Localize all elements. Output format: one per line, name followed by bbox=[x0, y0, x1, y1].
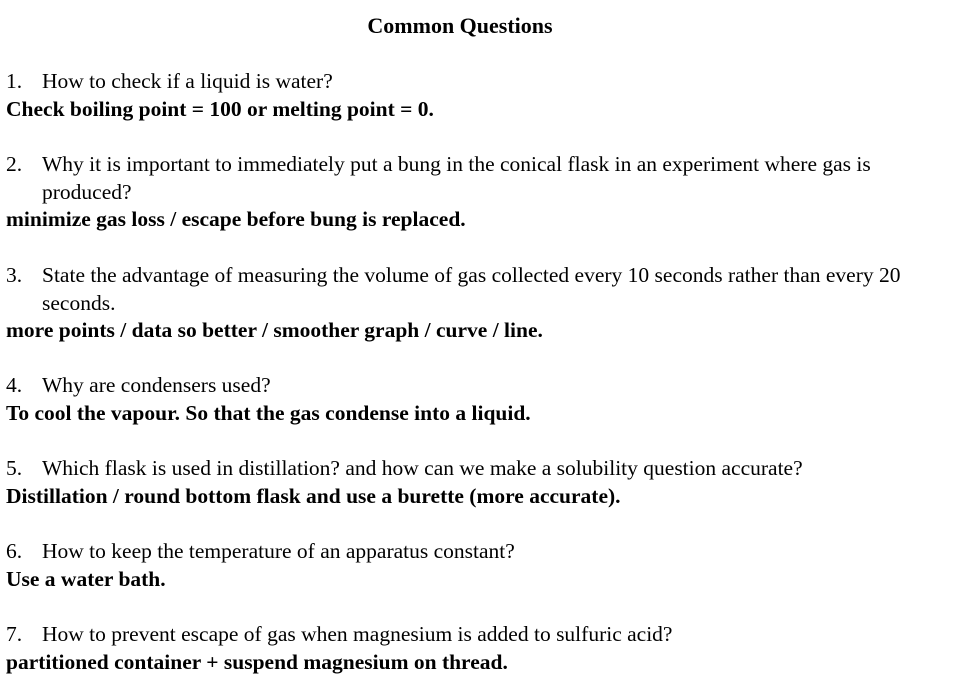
answer-text: minimize gas loss / escape before bung is replaced. bbox=[6, 207, 466, 231]
question-row bbox=[6, 621, 926, 649]
question-number: 4. bbox=[6, 373, 23, 397]
question-row bbox=[6, 538, 926, 566]
question-row bbox=[6, 372, 926, 400]
question-text: How to prevent escape of gas when magnesium is added to sulfuric acid? bbox=[42, 622, 673, 646]
question-item bbox=[6, 262, 926, 345]
question-text: State the advantage of measuring the volume of gas collected every 10 seconds rather than every 20 seconds. bbox=[42, 263, 901, 315]
question-number: 1. bbox=[6, 69, 23, 93]
question-item bbox=[6, 455, 926, 510]
question-text: Why it is important to immediately put a bung in the conical flask in an experiment where gas is produced? bbox=[42, 152, 871, 204]
question-text: Which flask is used in distillation? and how can we make a solubility question accurate? bbox=[42, 456, 803, 480]
question-row bbox=[6, 151, 926, 206]
answer-text: more points / data so better / smoother graph / curve / line. bbox=[6, 318, 543, 342]
answer-text: partitioned container + suspend magnesium on thread. bbox=[6, 649, 508, 674]
question-text: Why are condensers used? bbox=[42, 373, 271, 397]
question-text: How to keep the temperature of an apparatus constant? bbox=[42, 539, 515, 563]
question-number: 7. bbox=[6, 622, 23, 646]
question-item bbox=[6, 68, 926, 123]
question-item bbox=[6, 372, 926, 427]
answer-text: Check boiling point = 100 or melting point = 0. bbox=[6, 96, 434, 121]
page-title: Common Questions bbox=[367, 13, 553, 38]
question-number: 3. bbox=[6, 263, 23, 287]
answer-text: Distillation / round bottom flask and use a burette (more accurate). bbox=[6, 483, 621, 508]
question-item bbox=[6, 151, 926, 234]
question-row bbox=[6, 455, 926, 483]
answer-text: To cool the vapour. So that the gas condense into a liquid. bbox=[6, 400, 531, 425]
question-number: 5. bbox=[6, 456, 23, 480]
question-text: How to check if a liquid is water? bbox=[42, 69, 333, 93]
question-row bbox=[6, 262, 926, 317]
question-number: 2. bbox=[6, 152, 23, 176]
question-row bbox=[6, 68, 926, 96]
question-item bbox=[6, 538, 926, 593]
question-number: 6. bbox=[6, 539, 23, 563]
question-item bbox=[6, 621, 926, 676]
answer-text: Use a water bath. bbox=[6, 566, 166, 591]
